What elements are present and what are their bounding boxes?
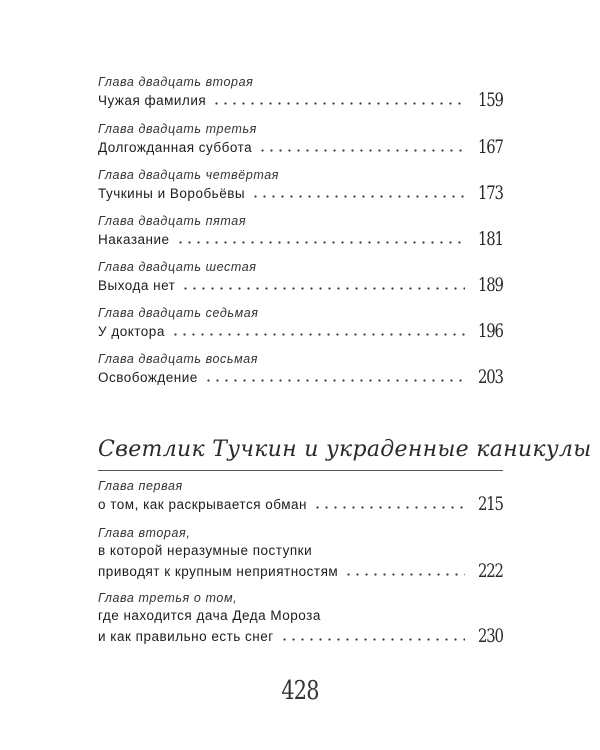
chapter-label: Глава двадцать четвёртая bbox=[98, 168, 280, 182]
dot-leader bbox=[181, 287, 465, 290]
toc-entry[interactable] bbox=[98, 525, 503, 581]
chapter-label: Глава двадцать пятая bbox=[98, 214, 247, 228]
chapter-title: Долгожданная суббота bbox=[98, 140, 253, 155]
chapter-label: Глава двадцать третья bbox=[98, 122, 257, 136]
chapter-title-line: и как правильно есть снег bbox=[98, 629, 274, 644]
toc-entry[interactable] bbox=[98, 305, 503, 341]
page-ref: 215 bbox=[478, 493, 503, 515]
chapter-label: Глава двадцать восьмая bbox=[98, 352, 259, 366]
toc-entry[interactable] bbox=[98, 351, 503, 387]
toc-entry[interactable] bbox=[98, 74, 503, 110]
chapter-title-line: в которой неразумные поступки bbox=[98, 543, 313, 558]
chapter-label: Глава двадцать вторая bbox=[98, 75, 254, 89]
chapter-title: Чужая фамилия bbox=[98, 93, 207, 108]
toc-entry[interactable] bbox=[98, 478, 503, 514]
page-ref: 222 bbox=[478, 560, 503, 582]
dot-leader bbox=[251, 195, 465, 198]
page-ref: 189 bbox=[478, 274, 503, 296]
toc-entry[interactable] bbox=[98, 590, 503, 646]
chapter-label: Глава первая bbox=[98, 479, 183, 493]
toc-entry[interactable] bbox=[98, 259, 503, 295]
chapter-title: Освобождение bbox=[98, 370, 198, 385]
page-ref: 230 bbox=[478, 625, 503, 647]
chapter-title: Тучкины и Воробьёвы bbox=[98, 186, 246, 201]
page-ref: 159 bbox=[478, 89, 503, 111]
toc-entry[interactable] bbox=[98, 121, 503, 157]
chapter-title: У доктора bbox=[98, 324, 165, 339]
chapter-title: о том, как раскрывается обман bbox=[98, 497, 307, 512]
dot-leader bbox=[280, 638, 466, 641]
page-ref: 173 bbox=[478, 182, 503, 204]
chapter-label: Глава двадцать седьмая bbox=[98, 306, 259, 320]
toc-entry[interactable] bbox=[98, 213, 503, 249]
dot-leader bbox=[313, 506, 465, 509]
section-divider bbox=[98, 470, 503, 471]
page-ref: 181 bbox=[478, 228, 503, 250]
dot-leader bbox=[176, 241, 466, 244]
chapter-title-line: где находится дача Деда Мороза bbox=[98, 608, 321, 623]
page-number: 428 bbox=[281, 676, 319, 706]
chapter-label: Глава вторая, bbox=[98, 526, 191, 540]
toc-entry[interactable] bbox=[98, 167, 503, 203]
dot-leader bbox=[258, 149, 465, 152]
dot-leader bbox=[344, 573, 465, 576]
dot-leader bbox=[171, 333, 465, 336]
page-ref: 196 bbox=[478, 320, 503, 342]
section-title: Светлик Тучкин и украденные каникулы bbox=[98, 437, 592, 462]
page-ref: 203 bbox=[478, 366, 503, 388]
dot-leader bbox=[204, 379, 465, 382]
chapter-title: Выхода нет bbox=[98, 278, 176, 293]
chapter-label: Глава двадцать шестая bbox=[98, 260, 257, 274]
dot-leader bbox=[212, 102, 465, 105]
page-ref: 167 bbox=[478, 136, 503, 158]
chapter-title-line: приводят к крупным неприятностям bbox=[98, 564, 339, 579]
chapter-label: Глава третья о том, bbox=[98, 591, 238, 605]
chapter-title: Наказание bbox=[98, 232, 170, 247]
